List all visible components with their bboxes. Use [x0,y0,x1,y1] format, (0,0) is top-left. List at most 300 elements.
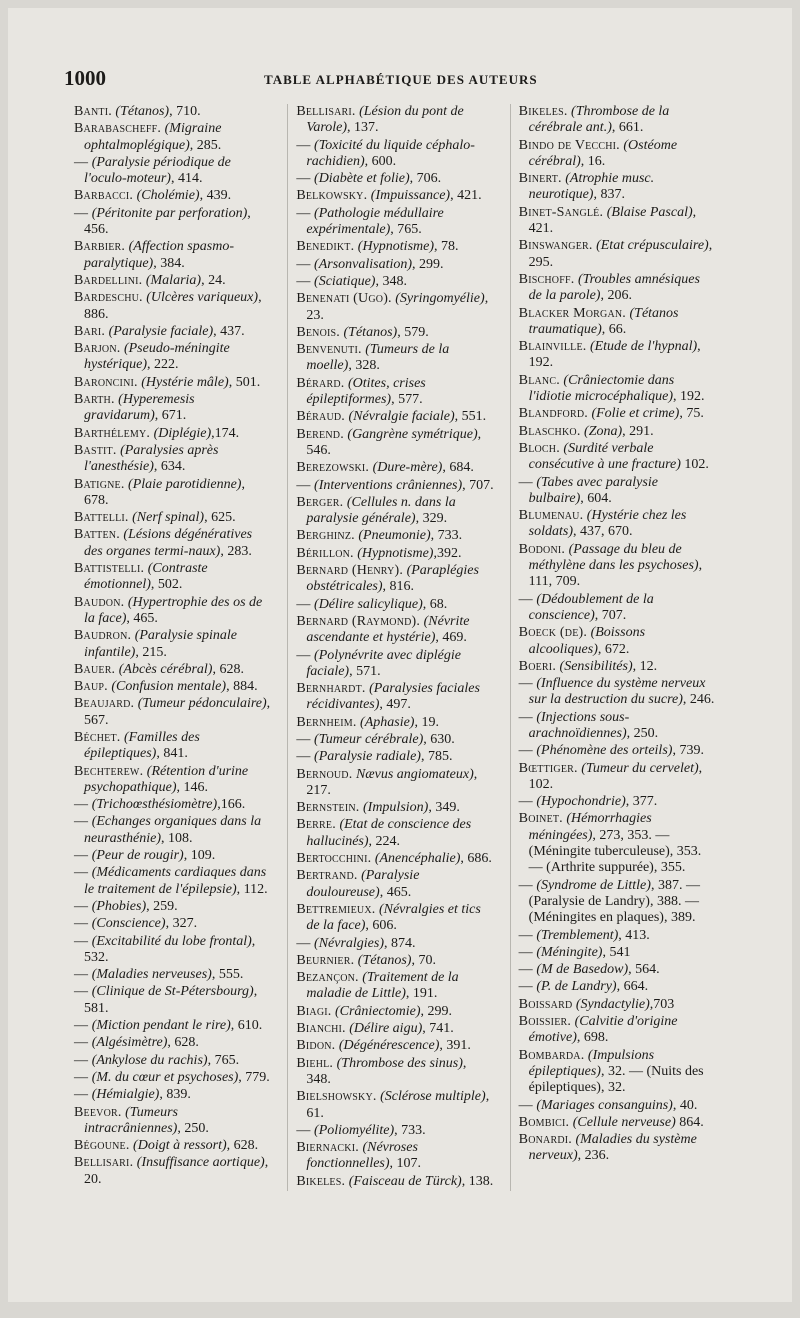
page-refs: , 285. [189,137,222,153]
author-name: Boissier. [518,1014,572,1030]
page-refs: , 686. [460,851,492,867]
article-title: (Influence du système nerveux sur la destruction du sucre) [528,676,706,708]
article-title: (Insuffisance aortique) [136,1155,265,1171]
article-title: (Trichoœsthésiomètre) [91,797,218,813]
page-refs: , 437. [213,323,245,339]
index-entry [296,291,493,324]
page-refs: , 66. [601,321,627,337]
page-refs: , 733. [430,528,463,544]
index-entry [74,104,271,120]
author-name: Bombici. [518,1114,570,1130]
index-entry [296,732,493,748]
index-entry [74,730,271,763]
page-refs: , 630. [423,731,455,747]
article-title: (Malaria) [145,272,202,288]
page-refs: ,703 [649,996,675,1012]
page-refs: , 217. [306,766,478,798]
index-entry [296,409,493,425]
author-name: Benedikt. [296,239,355,255]
page-refs: , 387. — (Paralysie de Landry), 388. — (Méningites en plaques), 389. [528,877,700,926]
author-name: — [74,865,89,881]
index-entry [296,1021,493,1037]
page-refs: , 465. [379,884,412,900]
page-refs: , 68. [422,596,448,612]
page-refs: , 671. [154,408,187,424]
article-title: (Boissons alcooliques) [528,625,646,657]
article-title: (Névralgies et tics de la face) [306,901,481,934]
index-entry [296,325,493,341]
article-title: (Dégénérescence) [338,1038,440,1054]
index-entry [519,1048,716,1097]
index-entry [74,662,271,678]
article-title: (Surdité verbale consécutive à une fracture) [528,440,681,473]
page-refs: , 684. [442,460,474,476]
article-title: (Hypnotisme) [357,239,434,255]
article-title: (Otites, crises épileptiformes) [306,375,426,408]
author-name: Bellisari. [74,1155,134,1171]
author-name: Bikeles. [296,1173,346,1189]
page-refs: , 23. [306,291,489,323]
author-name: — [296,749,311,765]
author-name: Bellisari. [296,104,356,119]
author-name: — [296,205,311,221]
index-entry [519,710,716,743]
page-refs: , 884. [226,679,258,695]
article-title: (Tumeurs de la moelle) [306,342,450,374]
index-entry [296,936,493,952]
page-refs: , 192. [528,339,701,371]
article-title: (Conscience) [91,916,166,932]
index-entry [74,477,271,510]
page-refs: , 299. [412,256,444,272]
article-title: (Cellule nerveuse) [572,1114,676,1130]
index-entry [296,478,493,494]
index-entry [74,1155,271,1188]
article-title: (Nerf spinal) [132,510,205,526]
index-entry [296,1038,493,1054]
article-title: (Pathologie médullaire expérimentale) [306,205,444,238]
index-entry [74,341,271,374]
index-entry [74,1105,271,1138]
article-title: (Hémorrhagies méningées) [528,811,652,843]
author-name: Blumenau. [518,508,584,524]
index-entry [74,426,271,442]
page-refs: , 146. [176,779,209,795]
author-name: Bonardi. [518,1132,572,1148]
article-title: (Névralgie faciale) [348,409,455,425]
article-title: (Diabète et folie) [314,171,410,187]
index-entry [296,427,493,460]
article-title: (Contraste émotionnel) [84,561,208,593]
author-name: Berre. [296,817,336,833]
article-title: (Paralysie radiale) [314,749,421,765]
article-title: (Thrombose de la cérébrale ant.) [528,104,670,136]
article-title: (Passage du bleu de méthylène dans les psychoses) [528,541,699,574]
page-refs: , 710. [169,104,201,119]
author-name: — [74,814,89,830]
article-title: (Dure-mère) [372,460,443,476]
index-entry [74,121,271,154]
author-name: — [296,171,311,187]
article-title: (Hypnotisme) [357,545,434,561]
page-refs: ,174. [211,425,240,441]
index-entry [519,592,716,625]
index-entry [74,1035,271,1051]
page-refs: , 246. [682,692,715,708]
page-refs: , 733. [394,1122,426,1138]
author-name: Belkowsky. [296,188,368,204]
author-name: — [74,1052,89,1068]
author-name: — [74,797,89,813]
author-name: Binet-Sanglé. [518,204,604,220]
author-name: — [296,137,311,153]
index-entry [519,979,716,995]
author-name: Blacker Morgan. [518,305,626,321]
author-name: — [74,916,89,932]
page-refs: , 112. [236,881,268,897]
index-entry [519,997,716,1013]
page-refs: ,166. [217,797,246,813]
author-name: Bérillon. [296,545,354,561]
author-name: Blaschko. [518,423,581,439]
article-title: (Zona) [584,423,623,439]
page-refs: , 250. [626,725,659,741]
page-refs: , 706. [409,171,442,187]
article-title: (Ostéome cérébral) [528,137,678,169]
author-name: Banti. [74,104,112,119]
page-refs: , 469. [435,630,467,646]
index-column-1 [74,104,271,1191]
index-entry [74,764,271,797]
article-title: (Plaie parotidienne) [128,476,242,492]
author-name: Bastit. [74,442,117,458]
author-name: Biernacki. [296,1140,359,1156]
article-title: (Paralysies faciales récidivantes) [306,681,480,713]
page-refs: , 75. [679,406,704,422]
index-entry [519,306,716,339]
page-refs: , 108. [160,830,193,846]
article-title: (Tumeur cérébrale) [314,731,424,747]
article-title: (Impuissance) [370,188,451,204]
index-entry [74,1138,271,1154]
index-entry [519,508,716,541]
index-entry [519,238,716,271]
article-title: (Paralysie spinale infantile) [84,628,237,660]
index-entry [296,528,493,544]
article-title: (Tétanos) [357,952,412,968]
index-entry [74,679,271,695]
author-name: Bari. [74,323,106,339]
author-name: Bettremieux. [296,901,376,917]
index-entry [296,546,493,562]
page-refs: , 349. [428,800,460,816]
page-refs: , 283. [220,543,252,559]
article-title: (Peur de rougir) [91,848,184,864]
author-name: — [74,984,89,1000]
index-entry [74,1053,271,1069]
index-entry [519,406,716,422]
article-title: (Hystérie mâle) [141,374,229,390]
article-title: (Dédoublement de la conscience) [528,591,654,623]
page-refs: , 664. [616,979,649,995]
author-name: Béchet. [74,729,121,745]
article-title: (Tumeur pédonculaire) [137,696,267,712]
index-entry [519,373,716,406]
page-refs: , 348. [375,273,407,289]
author-name: Binert. [518,171,562,187]
page-refs: , 377. [625,794,658,810]
article-title: (Affection spasmo-paralytique) [84,239,234,271]
index-entry [519,761,716,794]
author-name: — [518,962,533,978]
article-title: (Poliomyélite) [314,1122,395,1138]
article-title: (Blaise Pascal) [606,204,693,220]
author-name: — [296,731,311,747]
article-title: (Impulsion) [363,800,429,816]
page-refs: , 19. [414,714,439,730]
author-name: Barjon. [74,341,121,357]
article-title: (Abcès cérébral) [118,661,213,677]
page-refs: , 839. [159,1087,191,1103]
author-name: Béraud. [296,409,346,425]
page-refs: , 841. [156,746,188,762]
article-title: (Etude de l'hypnal) [589,339,698,355]
index-entry [519,962,716,978]
index-entry [519,339,716,372]
index-entry [296,953,493,969]
author-name: Bezançon. [296,970,359,986]
author-name: Bertrand. [296,868,358,884]
index-entry [74,814,271,847]
author-name: Bloch. [518,440,560,456]
index-entry [296,817,493,850]
page-refs: , 739. [672,743,704,759]
index-entry [296,970,493,1003]
article-title: (Doigt à ressort) [133,1138,227,1154]
article-title: (Tumeurs intracrâniennes) [84,1104,178,1136]
author-name: Bardellini. [74,272,143,288]
index-entry [74,375,271,391]
article-title: (Paralysies après l'anesthésie) [84,442,219,475]
index-entry [519,1115,716,1131]
author-name: Blainville. [518,339,587,355]
article-title: (Sciatique) [314,273,376,289]
author-name: — [518,591,533,607]
article-title: (M de Basedow) [536,962,629,978]
author-name: Blandford. [518,406,588,422]
author-name: Batten. [74,527,120,543]
article-title: (Algésimètre) [91,1035,168,1051]
article-title: (Cholémie) [136,188,200,204]
article-title: (Phénomène des orteils) [536,743,673,759]
index-entry [519,104,716,137]
author-name: Beaujard. [74,696,135,712]
article-title: (Délire aigu) [349,1021,423,1037]
article-title: (Ulcères variqueux) [146,290,259,306]
author-name: — [74,205,89,221]
article-title: (Paraplégies obstétricales) [306,563,479,595]
index-entry [519,272,716,305]
article-title: (Anencéphalie) [374,851,461,867]
article-title: (Pseudo-méningite hystérique) [84,341,230,373]
article-title: (Crâniectomie) [334,1003,421,1019]
page-refs: , 765. [390,222,422,238]
page-refs: , 295. [528,238,713,270]
page-refs: , 439. [199,188,232,204]
index-entry [296,614,493,647]
author-name: Baroncini. [74,374,138,390]
index-entry [296,1056,493,1089]
author-name: Binswanger. [518,238,593,254]
page-refs: , 816. [382,579,415,595]
author-name: Bombarda. [518,1047,585,1063]
article-title: Nævus angiomateux) [355,766,474,782]
author-name: Bégoune. [74,1138,130,1154]
author-name: — [296,273,311,289]
article-title: (Hémialgie) [91,1087,160,1103]
article-title: (Névralgies) [314,935,385,951]
author-name: Beevor. [74,1104,122,1120]
index-entry [296,767,493,800]
article-title: (Méningite) [536,944,603,960]
author-name: — [518,709,533,725]
author-name: Bernheim. [296,714,357,730]
index-entry [519,811,716,876]
article-title: (Maladies du système nerveux) [528,1132,697,1164]
page-refs: , 191. [405,986,438,1002]
index-entry [74,188,271,204]
article-title: (Cellules n. dans la paralysie générale) [306,494,456,527]
page-refs: 102. [680,457,709,473]
author-name: — [518,944,533,960]
page-refs: , 421. [450,188,482,204]
author-name: Battelli. [74,510,129,526]
page-refs: , 299. [420,1003,453,1019]
author-name: Biehl. [296,1055,334,1071]
page-refs: , 779. [238,1069,270,1085]
article-title: (Diplégie) [153,425,212,441]
article-title: (Thrombose des sinus) [336,1055,463,1071]
index-columns [74,104,716,1191]
author-name: Batigne. [74,476,125,492]
page-refs: , 551. [454,409,487,425]
author-name: — [74,898,89,914]
page-refs: , 628. [167,1035,199,1051]
index-entry [519,171,716,204]
author-name: Bikeles. [518,104,568,119]
index-entry [519,878,716,927]
index-entry [519,1098,716,1114]
article-title: (Calvitie d'origine émotive) [528,1014,678,1046]
article-title: (Paralysie douloureuse) [306,868,420,900]
page-refs: , 672. [597,641,630,657]
page-number: 1000 [64,66,106,90]
page-refs: , 102. [528,760,703,792]
page-refs: , 785. [420,749,453,765]
index-entry [74,392,271,425]
page-refs: , 707. [594,607,627,623]
index-entry [296,1004,493,1020]
index-entry [519,424,716,440]
index-entry [74,628,271,661]
author-name: — [296,935,311,951]
article-title: (Délire salicylique) [314,596,423,612]
index-entry [296,342,493,375]
index-entry [296,597,493,613]
index-entry [296,104,493,137]
article-title: (Etat crépusculaire) [596,238,709,254]
author-name: Berghinz. [296,528,355,544]
index-entry [74,984,271,1017]
article-title: (Lésion du pont de Varole) [306,104,464,136]
page-refs: , 192. [673,389,705,405]
page-refs: , 765. [207,1052,240,1068]
running-title: TABLE ALPHABÉTIQUE DES AUTEURS [264,72,538,87]
page-refs: , 604. [580,490,612,506]
page-refs: 864. [675,1114,704,1130]
author-name: — [74,154,89,170]
index-entry [519,928,716,944]
page-refs: , 571. [349,663,381,679]
index-entry [74,206,271,239]
author-name: Battistelli. [74,561,145,577]
article-title: (Miction pendant le rire) [91,1018,231,1034]
page-refs: , 224. [368,833,401,849]
page-refs: , 40. [672,1097,698,1113]
author-name: — [518,743,533,759]
article-title: (Polynévrite avec diplégie faciale) [306,647,461,679]
page-refs: , 555. [211,967,244,983]
page-refs: , 111, 709. [528,558,703,590]
page-refs: , 413. [618,927,650,943]
article-title: (Syndactylie) [575,996,650,1012]
author-name: Baup. [74,679,108,695]
page-refs: , 661. [611,120,644,136]
author-name: Beurnier. [296,952,355,968]
page-refs: , 20. [84,1155,269,1187]
index-entry [74,273,271,289]
page-refs: , 215. [135,644,167,660]
index-entry [296,648,493,681]
author-name: — [74,1087,89,1103]
author-name: Blanc. [518,372,560,388]
index-entry [74,510,271,526]
author-name: — [518,794,533,810]
page-refs: , 107. [389,1156,422,1172]
article-title: (Hypochondrie) [536,794,626,810]
index-entry [296,188,493,204]
page-refs: , 250. [177,1120,209,1136]
article-title: (Paralysie périodique de l'oculo-moteur) [84,154,231,187]
page-refs: , 206. [600,288,632,304]
author-name: Bernard (Henry). [296,563,404,579]
article-title: (Tétanos) [343,324,398,340]
page-refs: , 222. [146,357,179,373]
page-refs: , 138. [461,1173,494,1189]
article-title: (Médicaments cardiaques dans le traitement de l'épilepsie) [84,865,267,897]
index-entry [74,899,271,915]
page-refs: , 465. [126,610,158,626]
index-entry [519,1014,716,1047]
page-refs: , 837. [593,187,625,203]
index-entry [74,797,271,813]
index-entry [74,865,271,898]
author-name: Bechterew. [74,763,144,779]
article-title: (Familles des épileptiques) [84,729,200,762]
index-entry [519,138,716,171]
author-name: Bianchi. [296,1021,346,1037]
author-name: Benvenuti. [296,342,362,358]
